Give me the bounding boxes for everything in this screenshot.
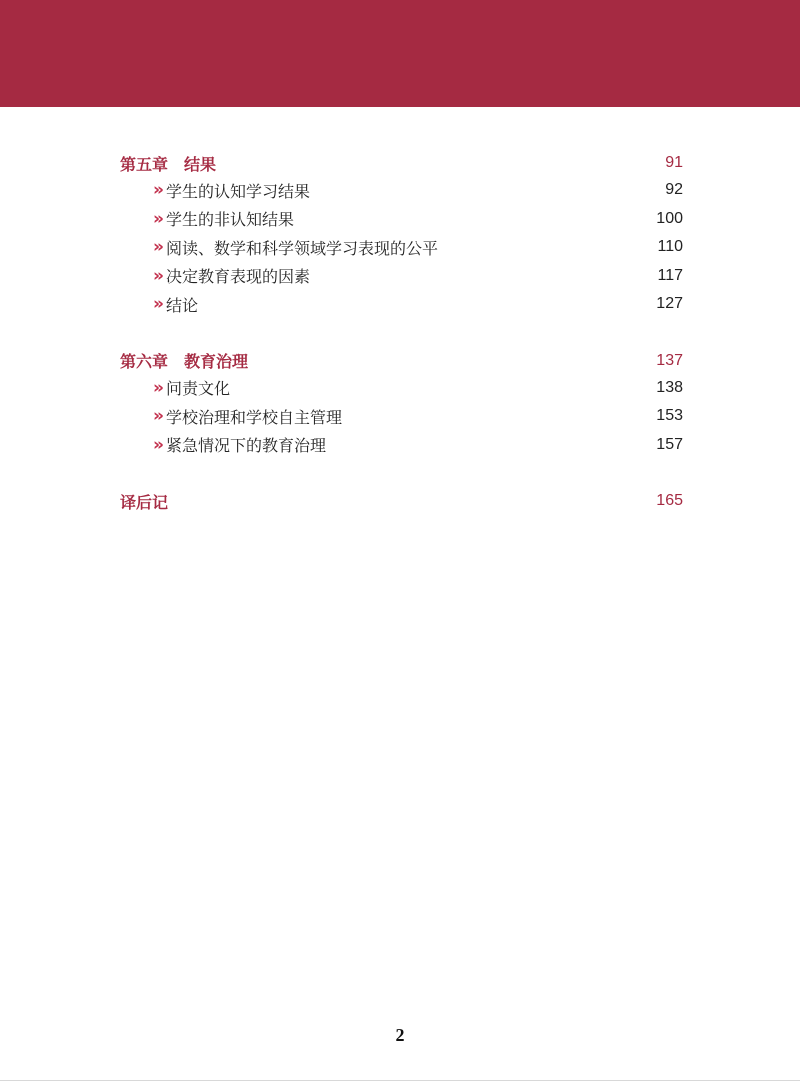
toc-chapter-page: 91 xyxy=(665,154,683,171)
toc-chapter-title: 第六章 教育治理 xyxy=(120,352,249,371)
toc-section-title: 学生的非认知结果 xyxy=(165,210,294,230)
double-chevron-icon: » xyxy=(153,377,163,398)
toc-section-page: 110 xyxy=(657,238,683,256)
toc-section-page: 127 xyxy=(656,295,683,313)
header-band xyxy=(0,0,800,107)
toc-section-title: 阅读、数学和科学领域学习表现的公平 xyxy=(165,238,438,258)
toc-chapter-entry[interactable] xyxy=(120,488,683,514)
toc-section-title: 学校治理和学校自主管理 xyxy=(165,407,342,427)
toc-chapter-entry[interactable] xyxy=(120,150,683,176)
toc-chapter-title: 译后记 xyxy=(120,492,169,512)
toc-section-page: 138 xyxy=(656,378,683,396)
toc-section-entry[interactable] xyxy=(120,262,683,291)
toc-section-page: 100 xyxy=(656,209,683,227)
toc-section-title: 学生的认知学习结果 xyxy=(165,181,310,201)
double-chevron-icon: » xyxy=(153,237,163,258)
toc-chapter-page: 137 xyxy=(656,351,683,369)
toc-chapter-page: 165 xyxy=(656,492,683,509)
double-chevron-icon: » xyxy=(153,180,163,201)
table-of-contents xyxy=(120,150,683,543)
toc-section-page: 117 xyxy=(657,266,683,284)
toc-section-entry[interactable] xyxy=(120,431,683,460)
double-chevron-icon: » xyxy=(153,208,163,229)
toc-chapter xyxy=(120,150,683,319)
toc-section-entry[interactable] xyxy=(120,290,683,319)
toc-section-title: 决定教育表现的因素 xyxy=(165,267,310,287)
toc-chapter xyxy=(120,348,683,460)
page-number: 2 xyxy=(395,1025,405,1045)
double-chevron-icon: » xyxy=(153,406,163,427)
toc-section-page: 153 xyxy=(656,407,683,425)
toc-section-title: 问责文化 xyxy=(165,379,230,399)
toc-section-title: 紧急情况下的教育治理 xyxy=(165,436,326,456)
double-chevron-icon: » xyxy=(153,294,163,315)
toc-section-page: 92 xyxy=(665,181,683,199)
page-bottom-divider xyxy=(0,1080,800,1081)
toc-chapter-title: 第五章 结果 xyxy=(120,154,217,174)
toc-section-entry[interactable] xyxy=(120,374,683,403)
toc-section-title: 结论 xyxy=(165,295,198,315)
toc-section-entry[interactable] xyxy=(120,205,683,234)
toc-section-page: 157 xyxy=(656,435,683,453)
toc-chapter xyxy=(120,488,683,514)
toc-section-entry[interactable] xyxy=(120,402,683,431)
double-chevron-icon: » xyxy=(153,434,163,455)
toc-section-entry[interactable] xyxy=(120,176,683,205)
double-chevron-icon: » xyxy=(153,265,163,286)
toc-chapter-entry[interactable] xyxy=(120,348,683,374)
toc-section-entry[interactable] xyxy=(120,233,683,262)
